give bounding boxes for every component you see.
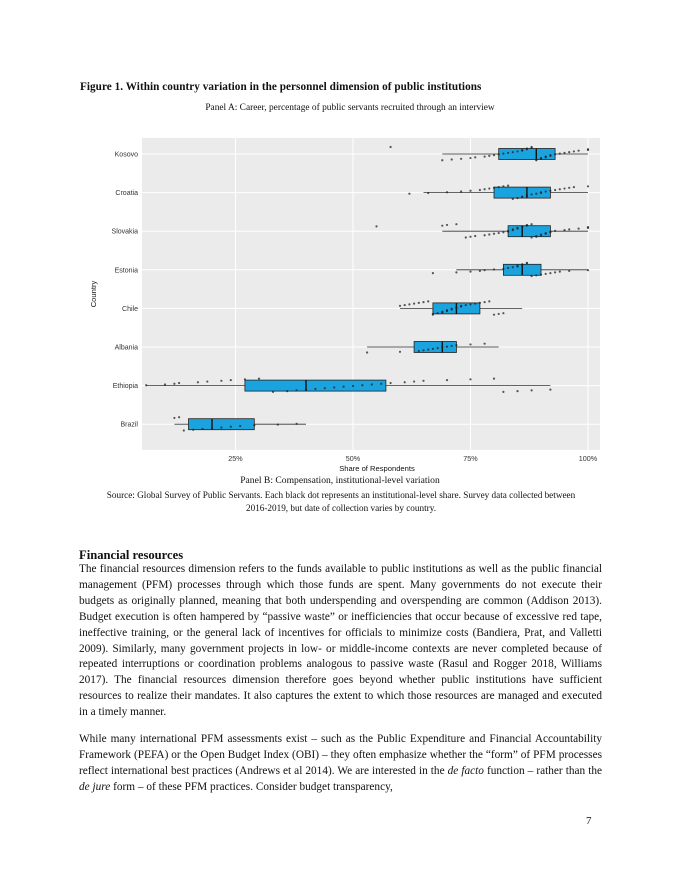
data-point bbox=[469, 303, 471, 305]
data-point bbox=[314, 388, 316, 390]
data-point bbox=[488, 233, 490, 235]
data-point bbox=[230, 379, 232, 381]
data-point bbox=[554, 189, 556, 191]
x-axis-label: Share of Respondents bbox=[339, 464, 415, 473]
data-point bbox=[446, 191, 448, 193]
data-point bbox=[178, 416, 180, 418]
data-point bbox=[493, 268, 495, 270]
data-point bbox=[526, 262, 528, 264]
data-point bbox=[333, 386, 335, 388]
data-point bbox=[484, 301, 486, 303]
data-point bbox=[540, 233, 542, 235]
data-point bbox=[502, 185, 504, 187]
data-point bbox=[375, 225, 377, 227]
data-point bbox=[465, 304, 467, 306]
data-point bbox=[502, 312, 504, 314]
data-point bbox=[545, 232, 547, 234]
data-point bbox=[526, 224, 528, 226]
data-point bbox=[437, 312, 439, 314]
data-point bbox=[192, 429, 194, 431]
data-point bbox=[164, 383, 166, 385]
data-point bbox=[230, 426, 232, 428]
data-point bbox=[173, 383, 175, 385]
data-point bbox=[540, 191, 542, 193]
data-point bbox=[493, 187, 495, 189]
data-point bbox=[549, 230, 551, 232]
data-point bbox=[568, 270, 570, 272]
data-point bbox=[451, 158, 453, 160]
data-point bbox=[512, 151, 514, 153]
data-point bbox=[526, 147, 528, 149]
data-point bbox=[568, 187, 570, 189]
data-point bbox=[479, 270, 481, 272]
y-tick-label: Brazil bbox=[120, 421, 138, 429]
data-point bbox=[559, 188, 561, 190]
data-point bbox=[220, 380, 222, 382]
data-point bbox=[361, 384, 363, 386]
data-point bbox=[549, 389, 551, 391]
data-point bbox=[408, 193, 410, 195]
x-tick-label: 25% bbox=[228, 454, 243, 463]
boxplot-svg bbox=[84, 116, 604, 476]
data-point bbox=[549, 190, 551, 192]
data-point bbox=[469, 190, 471, 192]
panel-b-caption: Panel B: Compensation, institutional-level variation bbox=[240, 475, 440, 486]
data-point bbox=[253, 424, 255, 426]
data-point bbox=[380, 383, 382, 385]
data-point bbox=[502, 231, 504, 233]
data-point bbox=[474, 156, 476, 158]
data-point bbox=[455, 306, 457, 308]
data-point bbox=[587, 185, 589, 187]
data-point bbox=[399, 305, 401, 307]
data-point bbox=[531, 389, 533, 391]
data-point bbox=[465, 236, 467, 238]
data-point bbox=[488, 300, 490, 302]
data-point bbox=[422, 301, 424, 303]
data-point bbox=[239, 425, 241, 427]
data-point bbox=[545, 273, 547, 275]
data-point bbox=[507, 152, 509, 154]
data-point bbox=[531, 275, 533, 277]
data-point bbox=[277, 423, 279, 425]
data-point bbox=[206, 380, 208, 382]
x-tick-label: 100% bbox=[578, 454, 598, 463]
data-point bbox=[441, 225, 443, 227]
y-tick-label: Chile bbox=[122, 305, 138, 313]
data-point bbox=[296, 423, 298, 425]
data-point bbox=[258, 378, 260, 380]
data-point bbox=[516, 265, 518, 267]
paragraph-2-text-b: function – rather than the bbox=[483, 764, 603, 777]
data-point bbox=[446, 309, 448, 311]
data-point bbox=[512, 228, 514, 230]
box-slovakia bbox=[508, 226, 550, 237]
data-point bbox=[446, 379, 448, 381]
data-point bbox=[484, 343, 486, 345]
data-point bbox=[474, 303, 476, 305]
data-point bbox=[521, 263, 523, 265]
data-point bbox=[531, 236, 533, 238]
data-point bbox=[484, 188, 486, 190]
data-point bbox=[507, 230, 509, 232]
data-point bbox=[516, 227, 518, 229]
data-point bbox=[413, 303, 415, 305]
data-point bbox=[399, 351, 401, 353]
y-tick-label: Croatia bbox=[115, 190, 138, 198]
data-point bbox=[526, 194, 528, 196]
data-point bbox=[493, 378, 495, 380]
data-point bbox=[178, 382, 180, 384]
data-point bbox=[521, 225, 523, 227]
data-point bbox=[455, 344, 457, 346]
panel-a-caption: Panel A: Career, percentage of public servants recruited through an interview bbox=[205, 103, 495, 113]
data-point bbox=[502, 153, 504, 155]
data-point bbox=[418, 302, 420, 304]
data-point bbox=[460, 158, 462, 160]
data-point bbox=[587, 269, 589, 271]
data-point bbox=[197, 381, 199, 383]
data-point bbox=[296, 389, 298, 391]
data-point bbox=[535, 235, 537, 237]
data-point bbox=[507, 185, 509, 187]
data-point bbox=[427, 192, 429, 194]
data-point bbox=[559, 271, 561, 273]
data-point bbox=[173, 417, 175, 419]
data-point bbox=[516, 390, 518, 392]
data-point bbox=[418, 350, 420, 352]
data-point bbox=[484, 155, 486, 157]
data-point bbox=[498, 153, 500, 155]
data-point bbox=[366, 351, 368, 353]
data-point bbox=[408, 303, 410, 305]
paragraph-2-text-c: form – of these PFM practices. Consider budget transparency, bbox=[110, 780, 393, 793]
data-point bbox=[540, 157, 542, 159]
data-point bbox=[432, 272, 434, 274]
data-point bbox=[484, 269, 486, 271]
data-point bbox=[512, 266, 514, 268]
data-point bbox=[484, 234, 486, 236]
data-point bbox=[568, 228, 570, 230]
data-point bbox=[427, 348, 429, 350]
data-point bbox=[145, 384, 147, 386]
data-point bbox=[549, 154, 551, 156]
data-point bbox=[432, 313, 434, 315]
data-point bbox=[324, 387, 326, 389]
data-point bbox=[460, 190, 462, 192]
boxplot-chart bbox=[84, 116, 604, 476]
data-point bbox=[272, 391, 274, 393]
data-point bbox=[352, 385, 354, 387]
paragraph-2-emphasis-de-jure: de jure bbox=[79, 780, 111, 793]
data-point bbox=[554, 153, 556, 155]
page-number: 7 bbox=[586, 815, 592, 827]
data-point bbox=[422, 380, 424, 382]
figure-title: Figure 1. Within country variation in the personnel dimension of public institutions bbox=[80, 81, 482, 93]
data-point bbox=[455, 271, 457, 273]
data-point bbox=[507, 267, 509, 269]
data-point bbox=[498, 186, 500, 188]
data-point bbox=[587, 226, 589, 228]
body-paragraph-1: The financial resources dimension refers to the funds available to public institutions as well as the public financial management (PFM) processes through which those funds are spent. Many governments do not execute their budgets as originally planned, meaning that both underspending and overspending are common (Addison 2013). Budget execution is often hampered by “passive waste” or inefficiencies that occur because of excessive red tape, ineffective training, or the general lack of incentives for officials to minimize costs (Bandiera, Prat, and Valletti 2009). Similarly, many government projects in low- or middle-income contexts are never completed because of repeated interruptions or coordination problems analogous to passive waste (Rasul and Rogger 2018, Williams 2017). The financial resources dimension therefore goes beyond whether public institutions have sufficient resources to realize their mandates. It also captures the extent to which those resources are managed and executed in a timely manner. bbox=[79, 563, 602, 719]
data-point bbox=[587, 148, 589, 150]
data-point bbox=[502, 391, 504, 393]
x-tick-label: 50% bbox=[345, 454, 361, 463]
data-point bbox=[211, 427, 213, 429]
data-point bbox=[413, 380, 415, 382]
data-point bbox=[502, 268, 504, 270]
data-point bbox=[512, 198, 514, 200]
data-point bbox=[545, 190, 547, 192]
data-point bbox=[441, 346, 443, 348]
figure-source-note: Source: Global Survey of Public Servants. Each black dot represents an institutional-level share. Survey data collected between 2016-2019, but date of collection varies by country. bbox=[106, 490, 576, 513]
data-point bbox=[390, 146, 392, 148]
data-point bbox=[202, 428, 204, 430]
data-point bbox=[531, 223, 533, 225]
data-point bbox=[455, 223, 457, 225]
paragraph-2-emphasis-de-facto: de facto bbox=[447, 764, 484, 777]
data-point bbox=[531, 193, 533, 195]
data-point bbox=[469, 236, 471, 238]
data-point bbox=[305, 389, 307, 391]
data-point bbox=[488, 155, 490, 157]
data-point bbox=[578, 228, 580, 230]
data-point bbox=[451, 345, 453, 347]
data-point bbox=[479, 189, 481, 191]
data-point bbox=[446, 346, 448, 348]
y-tick-label: Ethiopia bbox=[112, 383, 138, 391]
data-point bbox=[183, 429, 185, 431]
data-point bbox=[516, 197, 518, 199]
data-point bbox=[535, 158, 537, 160]
data-point bbox=[535, 274, 537, 276]
body-paragraph-2 bbox=[79, 732, 602, 796]
data-point bbox=[563, 187, 565, 189]
y-tick-label: Slovakia bbox=[111, 228, 138, 236]
data-point bbox=[479, 302, 481, 304]
data-point bbox=[488, 187, 490, 189]
data-point bbox=[427, 300, 429, 302]
data-point bbox=[540, 273, 542, 275]
data-point bbox=[578, 150, 580, 152]
y-tick-label: Estonia bbox=[114, 267, 138, 275]
data-point bbox=[554, 271, 556, 273]
data-point bbox=[493, 233, 495, 235]
data-point bbox=[531, 146, 533, 148]
x-tick-label: 75% bbox=[463, 454, 478, 463]
data-point bbox=[563, 152, 565, 154]
data-point bbox=[343, 386, 345, 388]
data-point bbox=[404, 381, 406, 383]
section-heading: Financial resources bbox=[79, 548, 184, 562]
data-point bbox=[441, 159, 443, 161]
data-point bbox=[554, 230, 556, 232]
data-point bbox=[498, 313, 500, 315]
data-point bbox=[469, 378, 471, 380]
data-point bbox=[432, 348, 434, 350]
data-point bbox=[244, 378, 246, 380]
data-point bbox=[422, 349, 424, 351]
plot-panel-background bbox=[142, 138, 600, 450]
data-point bbox=[493, 154, 495, 156]
data-point bbox=[446, 224, 448, 226]
data-point bbox=[563, 229, 565, 231]
y-axis-label: Country bbox=[89, 280, 98, 308]
data-point bbox=[460, 305, 462, 307]
data-point bbox=[573, 186, 575, 188]
data-point bbox=[559, 153, 561, 155]
data-point bbox=[441, 311, 443, 313]
y-tick-label: Albania bbox=[114, 344, 138, 352]
data-point bbox=[521, 149, 523, 151]
data-point bbox=[451, 308, 453, 310]
data-point bbox=[521, 196, 523, 198]
data-point bbox=[498, 232, 500, 234]
data-point bbox=[390, 382, 392, 384]
data-point bbox=[469, 343, 471, 345]
data-point bbox=[437, 347, 439, 349]
data-point bbox=[286, 390, 288, 392]
data-point bbox=[516, 150, 518, 152]
data-point bbox=[568, 151, 570, 153]
data-point bbox=[469, 271, 471, 273]
data-point bbox=[493, 314, 495, 316]
data-point bbox=[371, 383, 373, 385]
data-point bbox=[474, 235, 476, 237]
data-point bbox=[404, 304, 406, 306]
data-point bbox=[545, 155, 547, 157]
data-point bbox=[573, 150, 575, 152]
box-albania bbox=[414, 342, 456, 353]
data-point bbox=[549, 272, 551, 274]
y-tick-label: Kosovo bbox=[114, 151, 138, 159]
data-point bbox=[469, 157, 471, 159]
data-point bbox=[535, 193, 537, 195]
paragraph-2-text-a: While many international PFM assessments exist – such as the Public Expenditure and Financial Accountability Framework (PEFA) or the Open Budget Index (OBI) – they often emphasize whether the “form” of PFM processes reflect international best practices (Andrews et al 2014). We are interested in the bbox=[79, 733, 602, 777]
data-point bbox=[220, 426, 222, 428]
